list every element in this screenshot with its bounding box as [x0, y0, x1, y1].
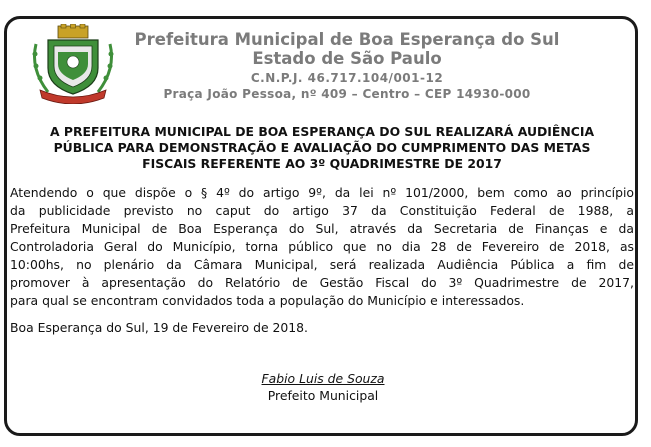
notice-title-line: A PREFEITURA MUNICIPAL DE BOA ESPERANÇA DO SUL REALIZARÁ AUDIÊNCIA — [49, 124, 595, 139]
signatory-role: Prefeito Municipal — [267, 388, 379, 403]
notice-title-line: FISCAIS REFERENTE AO 3º QUADRIMESTRE DE 2017 — [142, 156, 502, 171]
notice-title-line: PÚBLICA PARA DEMONSTRAÇÃO E AVALIAÇÃO DO CUMPRIMENTO DAS METAS — [53, 140, 591, 155]
signatory-name: Fabio Luis de Souza — [261, 371, 385, 386]
notice-body — [10, 184, 634, 310]
municipal-crest-icon — [28, 24, 118, 104]
header-state: Estado de São Paulo — [252, 49, 442, 68]
body-line: Prefeitura Municipal de Boa Esperança do Sul, através da Secretaria de Finanças e da — [10, 221, 634, 236]
body-line: 10:00hs, no plenário da Câmara Municipal, será realizada Audiência Pública a fim de — [10, 257, 634, 272]
date-line: Boa Esperança do Sul, 19 de Fevereiro de 2018. — [10, 320, 308, 335]
notice-title — [10, 124, 634, 172]
header-municipality: Prefeitura Municipal de Boa Esperança do Sul — [134, 30, 560, 49]
body-line: Controladoria Geral do Município, torna público que no dia 28 de Fevereiro de 2018, as — [10, 239, 634, 254]
body-line: promover à apresentação do Relatório de Gestão Fiscal do 3º Quadrimestre de 2017, — [10, 275, 634, 290]
body-line: Atendendo o que dispõe o § 4º do artigo 9º, da lei nº 101/2000, bem como ao princípio — [10, 185, 634, 200]
header-address: Praça João Pessoa, nº 409 – Centro – CEP 14930-000 — [163, 87, 531, 101]
header-cnpj: C.N.P.J. 46.717.104/001-12 — [250, 71, 444, 85]
body-line: da publicidade previsto no caput do artigo 37 da Constituição Federal de 1988, a — [10, 203, 634, 218]
body-line: para qual se encontram convidados toda a população do Município e interessados. — [10, 293, 525, 308]
